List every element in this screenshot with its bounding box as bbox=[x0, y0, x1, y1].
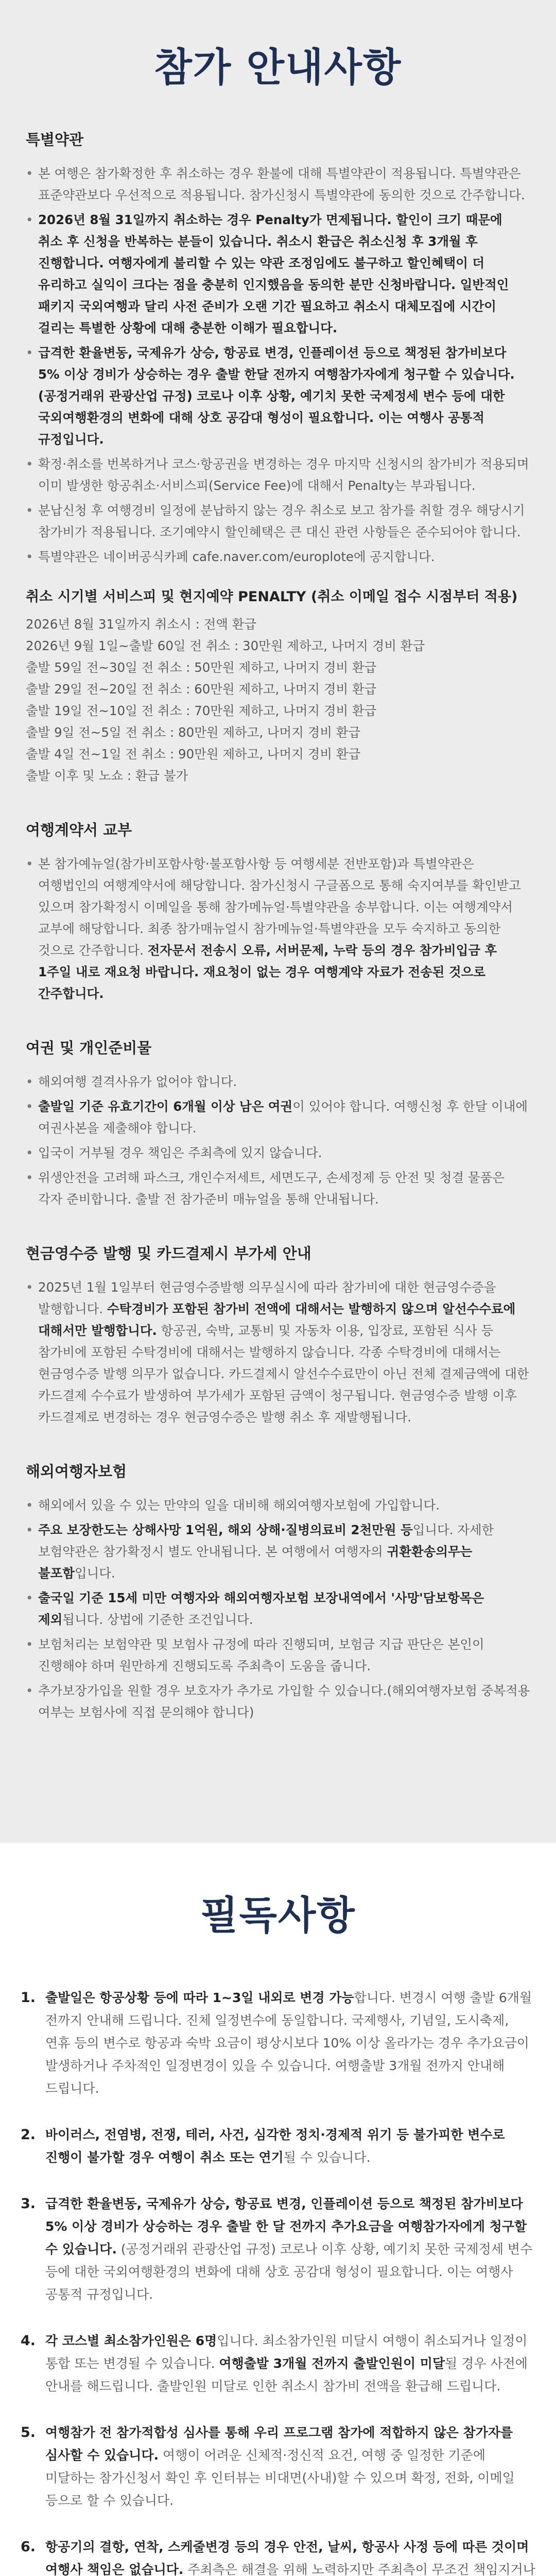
item-text bbox=[45, 2330, 535, 2398]
bullet-item bbox=[26, 1495, 530, 1516]
body-text: 본 여행은 참가확정한 후 취소하는 경우 환불에 대해 특별약관이 적용됩니다. 특별약관은 표준약관보다 우선적으로 적용됩니다. 참가신청시 특별약관에 동의한 것으로 간주합니다. bbox=[38, 166, 525, 202]
emphasized-text: 주요 보장한도는 상해사망 1억원, 해외 상해·질병의료비 2천만원 등 bbox=[38, 1522, 413, 1537]
bullet-item bbox=[26, 853, 530, 1005]
emphasized-text: 귀환환송의무는 불포함 bbox=[38, 1544, 473, 1581]
insurance-list bbox=[26, 1495, 530, 1723]
penalty-line: 2026년 9월 1일~출발 60일 전 취소 : 30만원 제하고, 나머지 경비 환급 bbox=[26, 638, 425, 653]
must-read-item bbox=[21, 2124, 535, 2169]
body-text: 위생안전을 고려해 파스크, 개인수저세트, 세면도구, 손세정제 등 안전 및 청결 물품은 각자 준비합니다. 출발 전 참가준비 매뉴얼을 통해 안내됩니다. bbox=[38, 1170, 505, 1207]
penalty-line: 2026년 8월 31일까지 취소시 : 전액 환급 bbox=[26, 617, 257, 632]
body-text: 여행이 어려운 신체적·정신적 요건, 여행 중 일정한 기준에 미달하는 참가신청서 확인 후 인터뷰는 비대면(사내)할 수 있으며 확정, 전화, 이메일 등으로 할 수 있습니다. bbox=[45, 2448, 515, 2508]
item-number: 2. bbox=[21, 2127, 36, 2143]
emphasized-text: 출발일 기준 유효기간이 6개월 이상 남은 여권 bbox=[38, 1099, 293, 1114]
item-text bbox=[45, 2124, 535, 2169]
item-text bbox=[45, 2193, 535, 2306]
contract-list bbox=[26, 853, 530, 1005]
body-text: 입니다. 자세한 보험약관은 참가확정시 별도 안내됩니다. 본 여행에서 여행자의 bbox=[38, 1522, 494, 1559]
passport-section bbox=[26, 1037, 530, 1210]
penalty-line: 출발 19일 전~10일 전 취소 : 70만원 제하고, 나머지 경비 환급 bbox=[26, 703, 377, 718]
body-text: 해외여행 결격사유가 없어야 합니다. bbox=[38, 1074, 237, 1089]
passport-heading: 여권 및 개인준비물 bbox=[26, 1039, 152, 1057]
emphasized-text: 출발일은 항공상황 등에 따라 1~3일 내외로 변경 가능 bbox=[45, 1990, 354, 2005]
bullet-item bbox=[26, 1167, 530, 1210]
body-text: 입니다. 최소참가인원 미달시 여행이 취소되거나 일정이 통합 또는 변경될 수 있습니다. bbox=[45, 2333, 528, 2371]
body-text: 본 참가예뉴얼(참가비포함사항·불포함사항 등 여행세분 전반포함)과 특별약관은 여행법인의 여행계약서에 해당합니다. 참가신청시 구글폼으로 통해 숙지여부를 확인받고 있으며 참가확정시 이메일을 통해 참가메뉴얼·특별약관을 송부합니다. 이는 여행계약서 교부에 해당합니다. 최종 참가매뉴얼시 참가메뉴얼·특별약관을 모두 숙지하고 동의한 것으로 간주합니다. bbox=[38, 856, 521, 958]
body-text: 이 있어야 합니다. 여행신청 후 한달 이내에 여권사본을 제출해야 합니다. bbox=[38, 1099, 528, 1136]
passport-list bbox=[26, 1071, 530, 1210]
bullet-item bbox=[26, 1519, 530, 1584]
item-number: 6. bbox=[21, 2539, 36, 2555]
bullet-item bbox=[26, 1634, 530, 1677]
receipt-heading: 현금영수증 발행 및 카드결제시 부가세 안내 bbox=[26, 1245, 311, 1262]
bullet-item bbox=[26, 1071, 530, 1093]
insurance-section bbox=[26, 1460, 530, 1723]
emphasized-text: 2026년 8월 31일까지 취소하는 경우 Penalty가 면제됩니다. 할인이 크기 때문에 취소 후 신청을 반복하는 분들이 있습니다. 취소시 환급은 취소신청 후 3개월 후 진행합니다. 여행자에게 불리할 수 있는 약관 조정임에도 불구하고 할인혜택이 더 유리하고 실익이 크다는 점을 충분히 인지했음을 동의한 분만 신청바랍니다. 일반적인 패키지 국외여행과 달리 사전 준비가 오랜 기간 필요하고 취소시 대체모집에 시간이 걸리는 특별한 상황에 대해 충분한 이해가 필요합니다. bbox=[38, 212, 509, 335]
bullet-item bbox=[26, 1142, 530, 1164]
body-text: 항공권, 숙박, 교통비 및 자동차 이용, 입장료, 포함된 식사 등 참가비에 포함된 수탁경비에 대해서는 발행하지 않습니다. 각종 수탁경비에 대해서는 현금영수증 발행 의무가 없습니다. 카드결제시 알선수수료만이 아닌 전체 결제금액에 대한 카드결제 수수료가 발생하여 부가세가 포함된 금액이 청구됩니다. 현금영수증 발행 이후 카드결제로 변경하는 경우 현금영수증은 발행 취소 후 재발행됩니다. bbox=[38, 1323, 529, 1425]
special-terms-section bbox=[26, 128, 530, 787]
emphasized-text: 항공기의 결항, 연착, 스케줄변경 등의 경우 안전, 날씨, 항공사 사정 등에 따른 것이며 여행사 책임은 없습니다. bbox=[45, 2539, 529, 2576]
contract-heading: 여행계약서 교부 bbox=[26, 821, 132, 839]
must-read-item bbox=[21, 2330, 535, 2398]
body-text: 입국이 거부될 경우 책임은 주최측에 있지 않습니다. bbox=[38, 1145, 322, 1160]
bullet-item bbox=[26, 342, 530, 450]
body-text: 확정·취소를 번복하거나 코스·항공권을 변경하는 경우 마지막 신청시의 참가비가 적용되며 이미 발생한 항공취소·서비스피(Service Fee)에 대해서 Penalty는 부과됩니다. bbox=[38, 456, 529, 493]
body-text: (공정거래위 관광산업 규정) 코로나 이후 상황, 예기치 못한 국제정세 변수 등에 대한 국외여행환경의 변화에 대해 상호 공감대 형성이 필요합니다. 이는 여행사 공통적 규정입니다. bbox=[45, 2242, 533, 2302]
bullet-item bbox=[26, 1277, 530, 1428]
item-number: 1. bbox=[21, 1990, 36, 2006]
body-text: 합니다. 변경시 여행 출발 6개월 전까지 안내해 드립니다. 진체 일정변수에 동일합니다. 국제행사, 기념일, 도시축제, 연휴 등의 변수로 항공과 숙박 요금이 평상시보다 10% 이상 올라가는 경우 추가요금이 발생하거나 주차적인 일정변경이 있을 수 있습니다. 여행출발 3개월 전까지 안내해 드립니다. bbox=[45, 1990, 532, 2096]
receipt-section bbox=[26, 1242, 530, 1428]
emphasized-text: 수탁경비가 포함된 참가비 전액에 대해서는 발행하지 않으며 알선수수료에 대해서만 발행합니다. bbox=[38, 1301, 516, 1338]
must-read-item bbox=[21, 2193, 535, 2306]
bullet-item bbox=[26, 546, 530, 568]
penalty-line: 출발 이후 및 노쇼 : 환급 불가 bbox=[26, 768, 188, 783]
body-text: 될 경우 사전에 안내를 해드립니다. 출발인원 미달로 인한 취소시 참가비 전액을 환급해 드립니다. bbox=[45, 2356, 528, 2394]
body-text: 추가보장가입을 원할 경우 보호자가 추가로 가입할 수 있습니다.(해외여행자보험 중복적용 여부는 보험사에 직접 문의해야 합니다) bbox=[38, 1683, 530, 1720]
penalty-heading: 취소 시기별 서비스피 및 현지예약 PENALTY (취소 이메일 접수 시점부터 적용) bbox=[26, 589, 518, 605]
must-read-item bbox=[21, 2421, 535, 2512]
bullet-item bbox=[26, 1587, 530, 1631]
contract-section bbox=[26, 819, 530, 1005]
item-number: 4. bbox=[21, 2333, 36, 2349]
bullet-item bbox=[26, 1096, 530, 1139]
bullet-item bbox=[26, 453, 530, 497]
emphasized-text: 급격한 환율변동, 국제유가 상승, 항공료 변경, 인플레이션 등으로 책정된 참가비보다 5% 이상 경비가 상승하는 경우 출발 한 달 전까지 추가요금을 여행참가자에게 청구할 수 있습니다. bbox=[45, 2196, 527, 2257]
insurance-heading: 해외여행자보험 bbox=[26, 1463, 127, 1480]
body-text: 특별약관은 네이버공식카페 cafe.naver.com/europlote에 공지합니다. bbox=[38, 549, 435, 564]
body-text: 주최측은 해결을 위해 노력하지만 주최측이 무조건 책임지거나 bbox=[187, 2562, 535, 2576]
body-text: 보험처리는 보험약관 및 보험사 규정에 따라 진행되며, 보험금 지급 판단은 본인이 진행해야 하며 원만하게 진행되도록 주최측이 도움을 줍니다. bbox=[38, 1637, 484, 1673]
emphasized-text: 여행출발 3개월 전까지 출발인원이 미달 bbox=[219, 2356, 445, 2371]
must-read-title: 필독사항 bbox=[200, 1892, 356, 1938]
penalty-line: 출발 4일 전~1일 전 취소 : 90만원 제하고, 나머지 경비 환급 bbox=[26, 747, 361, 761]
item-text bbox=[45, 1987, 535, 2100]
emphasized-text: 바이러스, 전염병, 전쟁, 테러, 사건, 심각한 정치·경제적 위기 등 불가피한 변수로 진행이 불가할 경우 여행이 취소 또는 연기 bbox=[45, 2127, 505, 2165]
body-text: 분납신청 후 여행경비 일정에 분납하지 않는 경우 취소로 보고 참가를 취할 경우 해당시기 참가비가 적용됩니다. 조기예약시 할인혜택은 큰 대신 관련 사항들은 준수되어야 합니다. bbox=[38, 503, 525, 539]
bullet-item bbox=[26, 1680, 530, 1723]
must-read-section bbox=[0, 1843, 556, 2576]
item-number: 3. bbox=[21, 2196, 36, 2212]
bullet-item bbox=[26, 163, 530, 206]
emphasized-text: 전자문서 전송시 오류, 서버문제, 누락 등의 경우 참가비입금 후 1주일 내로 재요청 바랍니다. 재요청이 없는 경우 여행계약 자료가 전송된 것으로 간주합니다. bbox=[38, 943, 497, 1001]
body-text: 됩니다. 상법에 기준한 조건입니다. bbox=[62, 1612, 253, 1627]
penalty-line: 출발 9일 전~5일 전 취소 : 80만원 제하고, 나머지 경비 환급 bbox=[26, 725, 361, 740]
bullet-item bbox=[26, 500, 530, 543]
emphasized-text: 각 코스별 최소참가인원은 6명 bbox=[45, 2333, 217, 2348]
special-terms-list bbox=[26, 163, 530, 568]
emphasized-text: 급격한 환율변동, 국제유가 상승, 항공료 변경, 인플레이션 등으로 책정된 참가비보다 5% 이상 경비가 상승하는 경우 출발 한달 전까지 여행참가자에게 청구할 수 있습니다. (공정거래위 관광산업 규정) 코로나 이후 상황, 예기치 못한 국제정세 변수 등에 대한 국외여행환경의 변화에 대해 상호 공감대 형성이 필요합니다. 이는 여행사 공통적 규정입니다. bbox=[38, 345, 515, 447]
body-text: 해외에서 있을 수 있는 만약의 일을 대비해 해외여행자보험에 가입합니다. bbox=[38, 1498, 440, 1513]
item-number: 5. bbox=[21, 2425, 36, 2441]
body-text: 입니다. bbox=[75, 1566, 115, 1581]
receipt-list bbox=[26, 1277, 530, 1428]
emphasized-text: 출국일 기준 15세 미만 여행자와 해외여행자보험 보장내역에서 '사망'담보항목은 제외 bbox=[38, 1590, 484, 1627]
item-text bbox=[45, 2536, 535, 2576]
special-terms-heading: 특별약관 bbox=[26, 131, 84, 148]
must-read-item bbox=[21, 1987, 535, 2100]
must-read-item bbox=[21, 2536, 535, 2576]
body-text: 2025년 1월 1일부터 현금영수증발행 의무실시에 따라 참가비에 대한 현금영수증을 발행합니다. bbox=[38, 1280, 496, 1316]
notice-title: 참가 안내사항 bbox=[154, 44, 402, 90]
penalty-line: 출발 59일 전~30일 전 취소 : 50만원 제하고, 나머지 경비 환급 bbox=[26, 660, 377, 675]
emphasized-text: 여행참가 전 참가적합성 심사를 통해 우리 프로그램 참가에 적합하지 않은 참가자를 심사할 수 있습니다. bbox=[45, 2425, 513, 2463]
penalty-line: 출발 29일 전~20일 전 취소 : 60만원 제하고, 나머지 경비 환급 bbox=[26, 682, 377, 697]
body-text: 될 수 있습니다. bbox=[283, 2150, 371, 2165]
item-text bbox=[45, 2421, 535, 2512]
must-read-list bbox=[21, 1987, 535, 2576]
penalty-schedule bbox=[26, 614, 530, 787]
bullet-item bbox=[26, 209, 530, 339]
